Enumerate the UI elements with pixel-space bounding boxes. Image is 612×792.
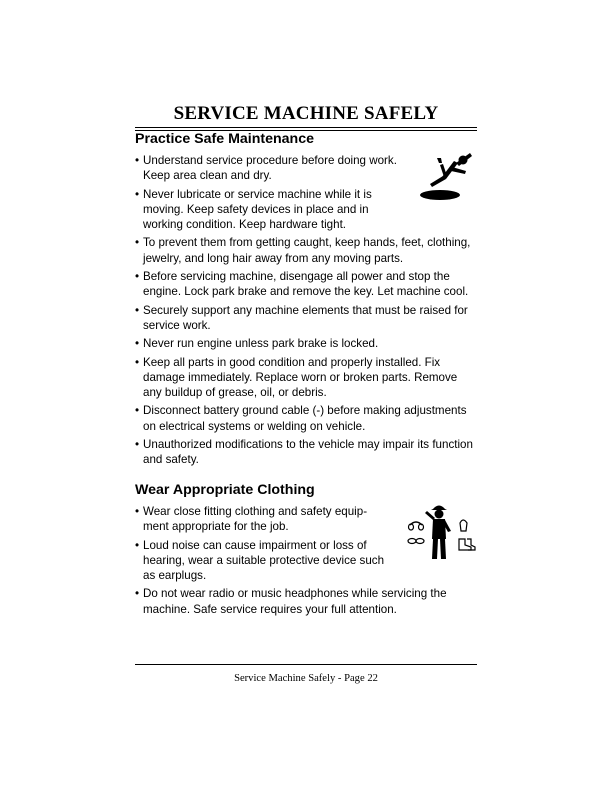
- page-footer: Service Machine Safely - Page 22: [234, 673, 378, 684]
- footer-rule: [135, 664, 477, 665]
- list-item: • Never run engine unless park brake is locked.: [135, 336, 477, 351]
- slipping-person-icon: [418, 149, 480, 203]
- list-item: • Loud noise can cause impairment or loss of hearing, wear a suitable protective device such as earplugs.: [135, 538, 395, 584]
- list-item: • Keep all parts in good condition and properly installed. Fix damage immediately. Replace worn or broken parts. Remove any buildup of grease, oil, or debris.: [135, 355, 477, 401]
- list-item: • Disconnect battery ground cable (-) before making adjustments on electrical systems or welding on vehicle.: [135, 403, 477, 433]
- list-item: • Securely support any machine elements that must be raised for service work.: [135, 303, 477, 333]
- protective-gear-person-icon: [405, 503, 477, 563]
- title-rule: [135, 127, 477, 128]
- list-item: • Never lubricate or service machine while it is moving. Keep safety devices in place and in working condition. Keep hardware tight.: [135, 187, 393, 233]
- page-title: SERVICE MACHINE SAFELY: [173, 103, 439, 124]
- section-heading: Wear Appropriate Clothing: [135, 482, 315, 498]
- list-item: • Do not wear radio or music headphones while servicing the machine. Safe service requires your full attention.: [135, 586, 477, 616]
- list-item: • Understand service procedure before doing work. Keep area clean and dry.: [135, 153, 413, 183]
- list-item: • Unauthorized modifications to the vehicle may impair its function and safety.: [135, 437, 477, 467]
- section-heading: Practice Safe Maintenance: [135, 131, 314, 147]
- list-item: • To prevent them from getting caught, keep hands, feet, clothing, jewelry, and long hair away from any moving parts.: [135, 235, 477, 265]
- list-item: • Wear close fitting clothing and safety equip-ment appropriate for the job.: [135, 504, 388, 534]
- list-item: • Before servicing machine, disengage all power and stop the engine. Lock park brake and remove the key. Let machine cool.: [135, 269, 477, 299]
